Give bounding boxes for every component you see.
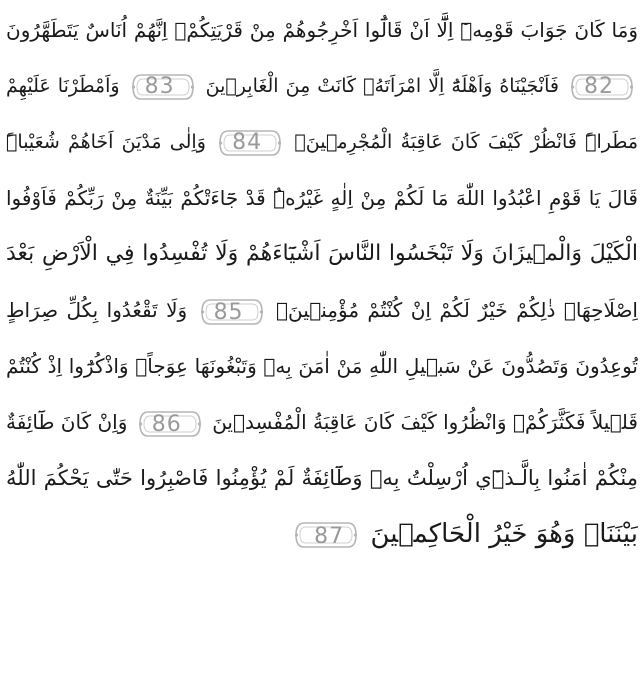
text-line (6, 394, 638, 450)
verse-text: بَيْنَنَاۚ وَهُوَ خَيْرُ الْحَاكِم۪ينَ (370, 519, 638, 549)
ayah-number-marker (294, 520, 358, 550)
verse-text: وَمَا كَانَ جَوَابَ قَوْمِهٖٓ اِلَّٓا اَنْ قَالُٓوا اَخْرِجُوهُمْ مِنْ قَرْيَتِكُمْۚ اِنَّهُمْ اُنَاسٌ يَتَطَهَّرُونَ (6, 18, 638, 42)
verse-text: مِنْكُمْ اٰمَنُوا بِالَّـذ۪ٓي اُرْسِلْتُ بِه۪ وَطَٓائِفَةٌ لَمْ يُؤْمِنُوا فَاصْبِرُوا حَتّٰى يَحْكُمَ اللّٰهُ (6, 466, 638, 490)
text-line (6, 338, 638, 394)
verse-text: وَاِلٰى مَدْيَنَ اَخَاهُمْ شُعَيْباًۜ (6, 131, 206, 153)
text-line (6, 114, 638, 170)
ayah-number-marker (138, 409, 202, 439)
verse-text: تُوعِدُونَ وَتَصُدُّونَ عَنْ سَب۪يلِ اللّٰهِ مَنْ اٰمَنَ بِه۪ وَتَبْغُونَهَا عِوَجاًۚ وَاذْكُرُٓوا اِذْ كُنْتُمْ (6, 354, 638, 378)
ayah-number: 87 (314, 523, 345, 549)
text-line (6, 2, 638, 58)
text-line (6, 58, 638, 114)
verse-text: فَاَنْجَيْنَاهُ وَاَهْلَهُٓ اِلَّا امْرَاَتَهُۘ كَانَتْ مِنَ الْغَابِر۪ينَ (205, 75, 559, 97)
ayah-number-marker (218, 128, 282, 158)
text-line (6, 506, 638, 562)
verse-text: وَاِنْ كَانَ طَٓائِفَةٌ (6, 410, 128, 434)
ayah-number-marker (200, 297, 264, 327)
text-line (6, 226, 638, 282)
verse-text: قَالَ يَا قَوْمِ اعْبُدُوا اللّٰهَ مَا لَكُمْ مِنْ اِلٰهٍ غَيْرُهُۜ قَدْ جَٓاءَتْكُمْ بَيِّنَةٌ مِنْ رَبِّكُمْ فَاَوْفُوا (6, 186, 638, 210)
text-line (6, 170, 638, 226)
ayah-number-marker (131, 72, 195, 102)
verse-text: مَطَراًۜ فَانْظُرْ كَيْفَ كَانَ عَاقِبَةُ الْمُجْرِم۪ينَ۟ (294, 131, 638, 153)
ayah-number: 84 (232, 129, 263, 155)
verse-text: قَل۪يلاً فَكَثَّرَكُمْۖ وَانْظُرُوا كَيْفَ كَانَ عَاقِبَةُ الْمُفْسِد۪ينَ (212, 410, 638, 434)
text-line (6, 450, 638, 506)
verse-text: اِصْلَاحِهَاۜ ذٰلِكُمْ خَيْرٌ لَكُمْ اِنْ كُنْتُمْ مُؤْمِن۪ينَۚ (275, 298, 638, 322)
text-line (6, 282, 638, 338)
verse-text: وَلَا تَقْعُدُوا بِكُلِّ صِرَاطٍ (6, 298, 188, 322)
ayah-number: 82 (584, 73, 614, 99)
ayah-number: 86 (151, 411, 182, 437)
ayah-number-marker (570, 72, 634, 102)
verse-text: وَاَمْطَرْنَا عَلَيْهِمْ (6, 75, 120, 97)
ayah-number: 83 (144, 73, 175, 99)
ayah-number: 85 (213, 299, 244, 325)
verse-text: الْكَيْلَ وَالْم۪يزَانَ وَلَا تَبْخَسُوا النَّاسَ اَشْيَٓاءَهُمْ وَلَا تُفْسِدُوا فِي الْاَرْضِ بَعْدَ (6, 241, 638, 266)
